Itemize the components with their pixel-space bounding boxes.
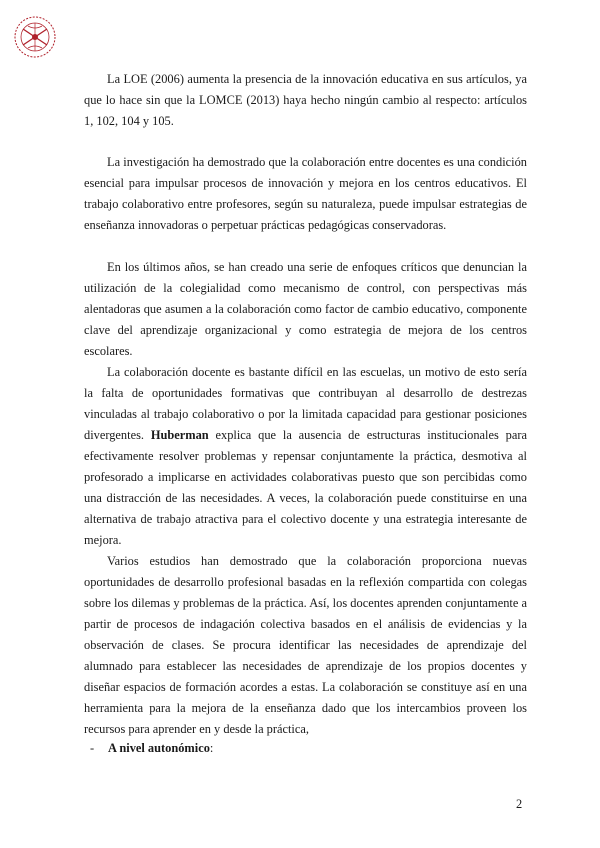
list-item-label: A nivel autonómico xyxy=(108,741,210,755)
paragraph-text: La investigación ha demostrado que la colaboración entre docentes es una condición esencial para impulsar procesos de innovación y mejora en los centros educativos. El trabajo colaborativo entre profesores, según su naturaleza, puede impulsar estrategias de enseñanza innovadoras o perpetuar prácticas pedagógicas conservadoras. xyxy=(84,155,527,232)
author-name-bold: Huberman xyxy=(150,428,209,442)
university-seal-icon xyxy=(12,14,58,60)
list-item-autonomic-level xyxy=(90,738,213,759)
page-number: 2 xyxy=(516,797,523,811)
paragraph-loe xyxy=(84,69,527,132)
paragraph-text: Varios estudios han demostrado que la colaboración proporciona nuevas oportunidades de desarrollo profesional basadas en la reflexión compartida con colegas sobre los dilemas y problemas de la práctica. Así, los docentes aprenden conjuntamente a partir de procesos de indagación colectiva basados en el análisis de evidencias y la observación de clases. Se procura identificar las necesidades de aprendizaje del alumnado para establecer las necesidades de aprendizaje de los propios docentes y diseñar espacios de formación acordes a estas. La colaboración se constituye así en una herramienta para la mejora de la enseñanza dado que los intercambios proveen los recursos para aprender en y desde la práctica, xyxy=(84,554,527,736)
paragraph-studies xyxy=(84,551,527,740)
list-item-suffix: : xyxy=(209,741,214,755)
paragraph-critical-approaches xyxy=(84,257,527,362)
paragraph-research xyxy=(84,152,527,236)
list-bullet: - xyxy=(90,741,95,755)
paragraph-text: En los últimos años, se han creado una serie de enfoques críticos que denuncian la utilización de la colegialidad como mecanismo de control, con perspectivas más alentadoras que asumen a la colaboración como factor de cambio educativo, componente clave del aprendizaje organizacional y como estrategia de mejora de los centros escolares. xyxy=(84,260,527,358)
paragraph-text xyxy=(84,362,527,551)
paragraph-text: La LOE (2006) aumenta la presencia de la innovación educativa en sus artículos, ya que lo hace sin que la LOMCE (2013) haya hecho ningún cambio al respecto: artículos 1, 102, 104 y 105. xyxy=(84,72,527,128)
paragraph-collaboration-difficulty xyxy=(84,362,527,551)
paragraph-text-after: explica que la ausencia de estructuras institucionales para efectivamente resolver problemas y repensar conjuntamente la práctica, desmotiva al profesorado a implicarse en actividades colaborativas puesto que son percibidas como una distracción de las necesidades. A veces, la colaboración puede constituirse en una alternativa de trabajo atractiva para el colectivo docente y una estrategia interesante de mejora. xyxy=(84,428,527,547)
paragraph-text-before: La colaboración docente es bastante difícil en las escuelas, un motivo de esto sería la falta de oportunidades formativas que contribuyan al desarrollo de destrezas vinculadas al trabajo colaborativo o por la limitada capacidad para gestionar posiciones divergentes. xyxy=(84,365,527,442)
